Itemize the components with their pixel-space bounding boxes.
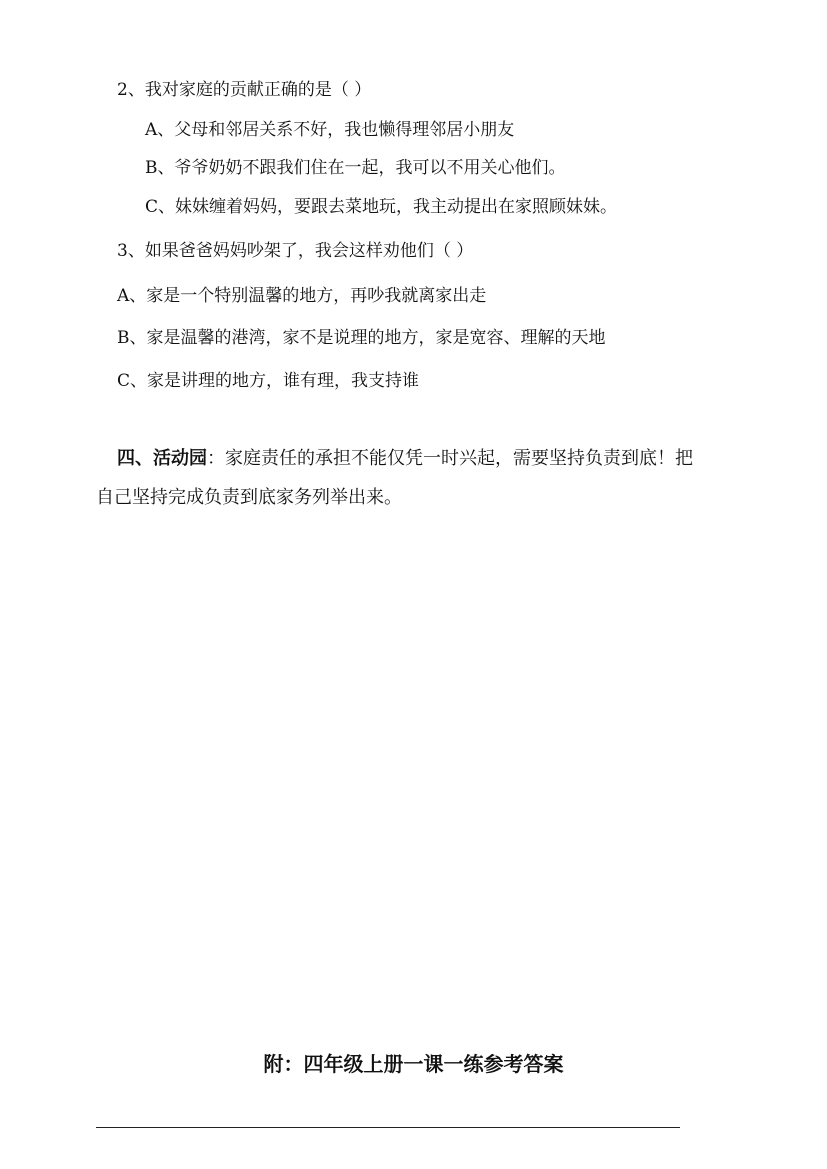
question-3-option-a: A、家是一个特别温馨的地方，再吵我就离家出走 (117, 286, 487, 306)
question-2-option-a: A、父母和邻居关系不好，我也懒得理邻居小朋友 (145, 120, 515, 140)
question-2-option-b: B、爷爷奶奶不跟我们住在一起，我可以不用关心他们。 (145, 158, 566, 178)
activity-line-1 (117, 448, 693, 470)
activity-heading: 四、活动园 (117, 448, 207, 469)
question-2-option-c: C、妹妹缠着妈妈，要跟去菜地玩，我主动提出在家照顾妹妹。 (145, 197, 618, 217)
activity-line-2: 自己坚持完成负责到底家务列举出来。 (96, 487, 402, 508)
question-3-option-c: C、家是讲理的地方，谁有理，我支持谁 (117, 371, 420, 391)
activity-text-1: 家庭责任的承担不能仅凭一时兴起，需要坚持负责到底！把 (225, 448, 693, 469)
appendix-title: 附：四年级上册一课一练参考答案 (263, 1052, 564, 1076)
divider-line (96, 1127, 680, 1128)
question-2-stem: 2、我对家庭的贡献正确的是（ ） (117, 80, 372, 100)
question-3-stem: 3、如果爸爸妈妈吵架了，我会这样劝他们（ ） (117, 241, 474, 261)
activity-colon: ： (207, 448, 225, 469)
question-3-option-b: B、家是温馨的港湾，家不是说理的地方，家是宽容、理解的天地 (117, 328, 606, 348)
